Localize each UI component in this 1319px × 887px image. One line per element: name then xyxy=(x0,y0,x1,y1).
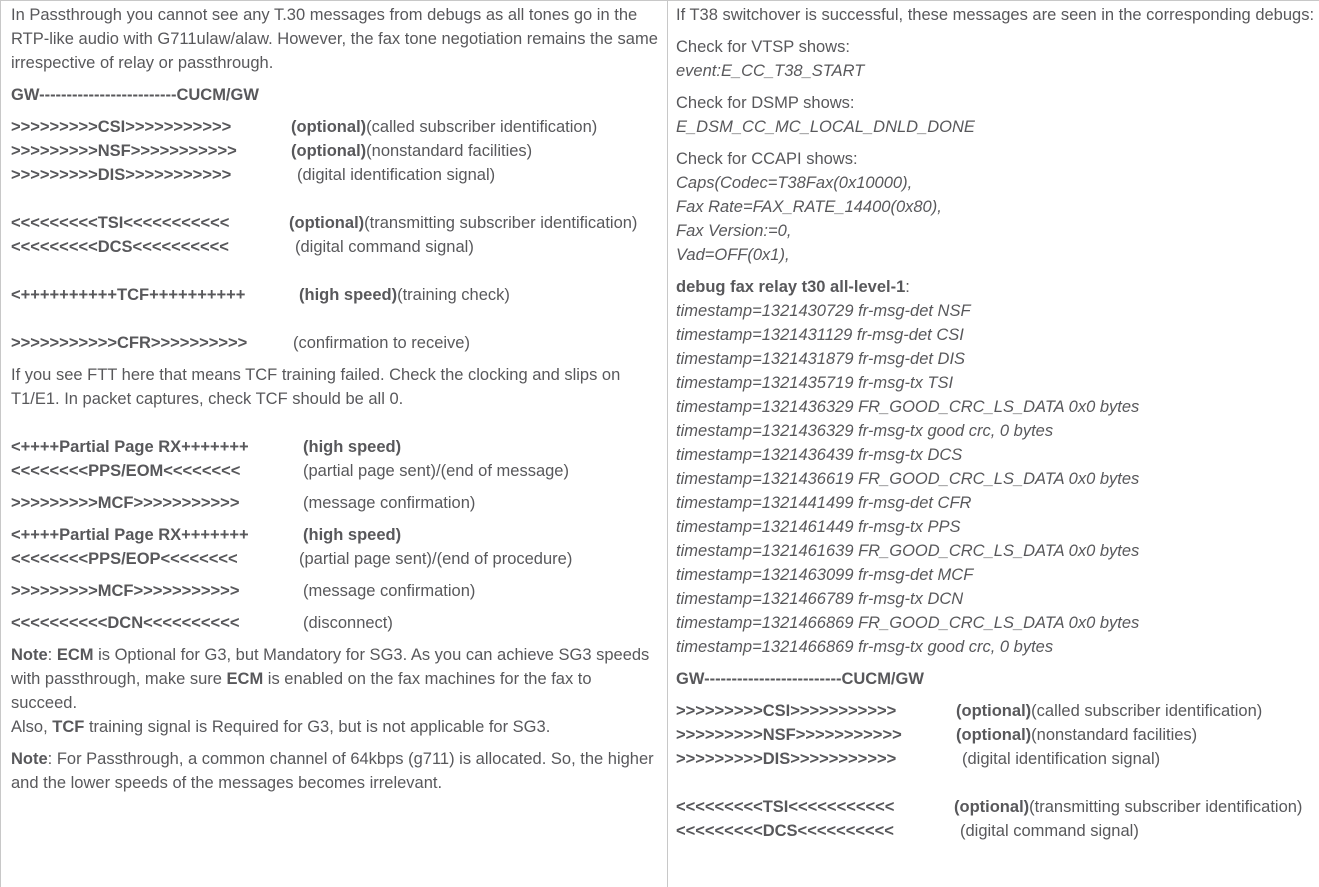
flow-row-mcf-1 xyxy=(11,491,661,515)
dsmp-value: E_DSM_CC_MC_LOCAL_DNLD_DONE xyxy=(676,118,975,136)
flow-row-nsf xyxy=(676,723,1319,747)
flow-row-dcs xyxy=(676,819,1319,843)
flow-row-mcf-2 xyxy=(11,579,661,603)
debug-line: timestamp=1321435719 fr-msg-tx TSI xyxy=(676,374,954,392)
flow-qualifier: (high speed) xyxy=(299,286,398,304)
ccapi-line: Caps(Codec=T38Fax(0x10000), xyxy=(676,174,913,192)
flow-row-cfr xyxy=(11,331,661,355)
flow-row-csi xyxy=(676,699,1319,723)
ccapi-line: Vad=OFF(0x1), xyxy=(676,246,790,264)
debug-line: timestamp=1321466869 FR_GOOD_CRC_LS_DATA 0x0 bytes xyxy=(676,614,1140,632)
flow-arrow: <++++Partial Page RX+++++++ xyxy=(11,438,249,456)
flow-arrow: >>>>>>>>>CSI>>>>>>>>>>> xyxy=(676,702,897,720)
flow-arrow: >>>>>>>>>MCF>>>>>>>>>>> xyxy=(11,582,240,600)
debug-line: timestamp=1321436329 fr-msg-tx good crc, 0 bytes xyxy=(676,422,1054,440)
flow-row-dis xyxy=(676,747,1319,771)
tcf-term: TCF xyxy=(52,718,85,736)
ecm-term: ECM xyxy=(226,670,264,688)
flow-row-tsi xyxy=(11,211,661,235)
debug-line: timestamp=1321431129 fr-msg-det CSI xyxy=(676,326,964,344)
ccapi-line: Fax Version:=0, xyxy=(676,222,792,240)
flow-qualifier: (optional) xyxy=(956,702,1032,720)
flow-description: (digital identification signal) xyxy=(297,166,496,184)
debug-line: timestamp=1321461449 fr-msg-tx PPS xyxy=(676,518,961,536)
flow-description: (training check) xyxy=(397,286,510,304)
dsmp-label: Check for DSMP shows: xyxy=(676,94,855,112)
flow-arrow: <<<<<<<<<<DCN<<<<<<<<<< xyxy=(11,614,240,632)
passthrough-column xyxy=(0,1,668,887)
debug-line: timestamp=1321466869 fr-msg-tx good crc, 0 bytes xyxy=(676,638,1054,656)
flow-description: (called subscriber identification) xyxy=(1031,702,1263,720)
debug-line: timestamp=1321436439 fr-msg-tx DCS xyxy=(676,446,963,464)
t38-column xyxy=(668,1,1319,887)
flow-row-dcs xyxy=(11,235,661,259)
note-sep: : xyxy=(47,646,57,664)
flow-row-tsi xyxy=(676,795,1319,819)
flow-arrow: <<<<<<<<<DCS<<<<<<<<<< xyxy=(11,238,229,256)
flow-qualifier: (optional) xyxy=(956,726,1032,744)
flow-description: (digital command signal) xyxy=(295,238,474,256)
flow-qualifier: (optional) xyxy=(954,798,1030,816)
flow-qualifier: (optional) xyxy=(289,214,365,232)
note-text: is enabled on the fax machines for the fax to succeed. xyxy=(11,670,592,712)
debug-line: timestamp=1321436619 FR_GOOD_CRC_LS_DATA 0x0 bytes xyxy=(676,470,1140,488)
note-label: Note xyxy=(11,646,48,664)
flow-arrow: >>>>>>>>>DIS>>>>>>>>>>> xyxy=(11,166,232,184)
debug-command: debug fax relay t30 all-level-1 xyxy=(676,278,906,296)
t38-intro: If T38 switchover is successful, these messages are seen in the corresponding debugs: xyxy=(676,6,1315,24)
flow-description: (message confirmation) xyxy=(303,494,476,512)
ecm-term: ECM xyxy=(56,646,94,664)
flow-arrow: <<<<<<<<<DCS<<<<<<<<<< xyxy=(676,822,894,840)
flow-arrow: >>>>>>>>>>>CFR>>>>>>>>>> xyxy=(11,334,248,352)
flow-row-csi xyxy=(11,115,661,139)
vtsp-check xyxy=(676,35,1319,83)
flow-row-dcn xyxy=(11,611,661,635)
ccapi-line: Fax Rate=FAX_RATE_14400(0x80), xyxy=(676,198,942,216)
flow-arrow: >>>>>>>>>MCF>>>>>>>>>>> xyxy=(11,494,240,512)
debug-line: timestamp=1321466789 fr-msg-tx DCN xyxy=(676,590,964,608)
debug-line: timestamp=1321436329 FR_GOOD_CRC_LS_DATA 0x0 bytes xyxy=(676,398,1140,416)
ccapi-label: Check for CCAPI shows: xyxy=(676,150,858,168)
flow-description: (digital identification signal) xyxy=(962,750,1161,768)
flow-description: (disconnect) xyxy=(303,614,393,632)
dsmp-check xyxy=(676,91,1319,139)
passthrough-note xyxy=(11,747,661,795)
flow-qualifier: (high speed) xyxy=(303,526,402,544)
flow-description: (transmitting subscriber identification) xyxy=(364,214,638,232)
ecm-note xyxy=(11,643,661,739)
flow-arrow: <<<<<<<<<TSI<<<<<<<<<<< xyxy=(11,214,230,232)
flow-qualifier: (optional) xyxy=(291,118,367,136)
flow-qualifier: (high speed) xyxy=(303,438,402,456)
flow-row-nsf xyxy=(11,139,661,163)
flow-arrow: <++++Partial Page RX+++++++ xyxy=(11,526,249,544)
note-label: Note xyxy=(11,750,48,768)
vtsp-label: Check for VTSP shows: xyxy=(676,38,850,56)
flow-header: GW-------------------------CUCM/GW xyxy=(676,670,924,688)
debug-output xyxy=(676,275,1319,659)
flow-description: (confirmation to receive) xyxy=(293,334,470,352)
flow-arrow: <<<<<<<<PPS/EOP<<<<<<<< xyxy=(11,550,238,568)
vtsp-value: event:E_CC_T38_START xyxy=(676,62,865,80)
debug-line: timestamp=1321461639 FR_GOOD_CRC_LS_DATA 0x0 bytes xyxy=(676,542,1140,560)
flow-arrow: >>>>>>>>>NSF>>>>>>>>>>> xyxy=(676,726,902,744)
flow-qualifier: (optional) xyxy=(291,142,367,160)
flow-arrow: <<<<<<<<<TSI<<<<<<<<<<< xyxy=(676,798,895,816)
note-text: Also, xyxy=(11,718,53,736)
debug-line: timestamp=1321431879 fr-msg-det DIS xyxy=(676,350,966,368)
debug-line: timestamp=1321441499 fr-msg-det CFR xyxy=(676,494,972,512)
passthrough-intro: In Passthrough you cannot see any T.30 messages from debugs as all tones go in the RTP-like audio with G711ulaw/alaw. However, the fax tone negotiation remains the same irrespective of relay or passthrough. xyxy=(11,6,658,72)
flow-description: (message confirmation) xyxy=(303,582,476,600)
flow-arrow: <++++++++++TCF++++++++++ xyxy=(11,286,246,304)
flow-description: (nonstandard facilities) xyxy=(1031,726,1198,744)
ccapi-check xyxy=(676,147,1319,267)
flow-row-pps-eop xyxy=(11,547,661,571)
flow-description: (partial page sent)/(end of procedure) xyxy=(299,550,573,568)
flow-description: (called subscriber identification) xyxy=(366,118,598,136)
flow-row-dis xyxy=(11,163,661,187)
note-text: training signal is Required for G3, but is not applicable for SG3. xyxy=(84,718,551,736)
flow-description: (transmitting subscriber identification) xyxy=(1029,798,1303,816)
debug-colon: : xyxy=(905,278,910,296)
flow-arrow: <<<<<<<<PPS/EOM<<<<<<<< xyxy=(11,462,241,480)
flow-arrow: >>>>>>>>>CSI>>>>>>>>>>> xyxy=(11,118,232,136)
flow-description: (partial page sent)/(end of message) xyxy=(303,462,569,480)
flow-description: (digital command signal) xyxy=(960,822,1139,840)
flow-row-pps-eom xyxy=(11,459,661,483)
flow-arrow: >>>>>>>>>NSF>>>>>>>>>>> xyxy=(11,142,237,160)
flow-row-tcf xyxy=(11,283,661,307)
flow-row-partial-page-1 xyxy=(11,435,661,459)
debug-line: timestamp=1321430729 fr-msg-det NSF xyxy=(676,302,971,320)
note-text: : For Passthrough, a common channel of 64kbps (g711) is allocated. So, the higher and the lower speeds of the messages becomes irrelevant. xyxy=(11,750,654,792)
flow-header: GW-------------------------CUCM/GW xyxy=(11,86,259,104)
debug-line: timestamp=1321463099 fr-msg-det MCF xyxy=(676,566,974,584)
flow-arrow: >>>>>>>>>DIS>>>>>>>>>>> xyxy=(676,750,897,768)
note-text: is Optional for G3, but Mandatory for SG3. As you can achieve SG3 speeds with passthrough, make sure xyxy=(11,646,650,688)
flow-row-partial-page-2 xyxy=(11,523,661,547)
flow-description: (nonstandard facilities) xyxy=(366,142,533,160)
ftt-note: If you see FTT here that means TCF training failed. Check the clocking and slips on T1/E1. In packet captures, check TCF should be all 0. xyxy=(11,366,621,408)
